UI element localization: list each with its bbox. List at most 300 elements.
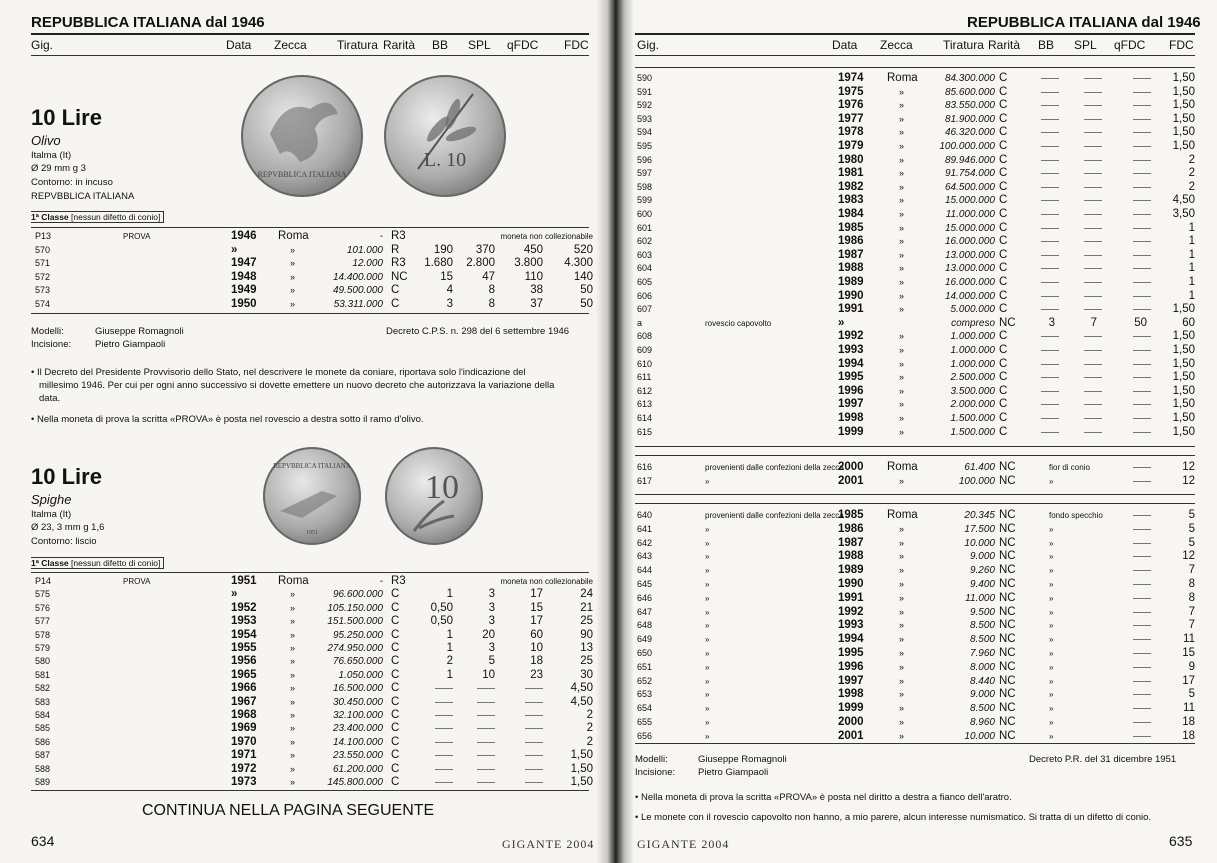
table-header: [31, 38, 589, 54]
cell-qfdc: 10: [530, 642, 543, 654]
title-rule: [635, 33, 1195, 35]
cell-year: 1987: [838, 248, 864, 261]
cell-gig: 609: [637, 345, 653, 355]
cell-tiratura: 13.000.000: [944, 263, 995, 275]
dash-mark: [525, 715, 543, 716]
dash-mark: [1041, 92, 1059, 93]
cell-spl: 20: [482, 628, 495, 641]
cell-tiratura: 13.000.000: [944, 249, 995, 261]
dash-mark: [1133, 132, 1151, 133]
cell-gig: 576: [35, 602, 51, 613]
dash-mark: [1133, 584, 1151, 585]
cell-year: 1997: [838, 398, 864, 411]
cell-rarita: C: [999, 167, 1008, 180]
cell-zecca: »: [899, 551, 905, 562]
cell-tiratura: 30.450.000: [332, 696, 383, 708]
cell-year: 1955: [231, 642, 257, 654]
running-footer: GIGANTE 2004: [502, 837, 595, 851]
cell-zecca: »: [899, 537, 905, 548]
cell-fdc: 5: [1188, 536, 1195, 549]
cell-gig: 573: [35, 285, 51, 296]
cell-fdc: 15: [1182, 647, 1195, 659]
cell-tiratura: 9.000: [969, 689, 995, 701]
cell-qfdc: 17: [530, 615, 543, 628]
dash-mark: [1133, 432, 1151, 433]
cell-qfdc: 38: [530, 284, 543, 297]
table-row: [35, 655, 595, 668]
header-bb: BB: [1038, 38, 1055, 52]
cell-gig: 652: [637, 675, 653, 686]
cell-rarita: C: [391, 722, 400, 735]
cell-fdc: 1,50: [1172, 330, 1195, 343]
cell-rarita: NC: [999, 578, 1016, 590]
table-row: [637, 154, 1197, 167]
cell-year: 1954: [231, 628, 257, 641]
header-fdc: FDC: [1169, 38, 1194, 52]
cell-fdc: 9: [1188, 660, 1195, 673]
cell-rarita: NC: [999, 474, 1016, 487]
table-row: [35, 257, 595, 270]
cell-spl-text: »: [1049, 580, 1054, 589]
coin2-title: 10 Lire: [31, 464, 102, 489]
cell-tiratura: 101.000: [346, 244, 383, 256]
dash-mark: [435, 742, 453, 743]
dash-mark: [1133, 173, 1151, 174]
dash-mark: [1084, 241, 1102, 242]
dash-mark: [1133, 78, 1151, 79]
cell-note: moneta non collezionabile: [500, 232, 593, 241]
cell-note: »: [705, 649, 710, 658]
cell-fdc: 4,50: [570, 682, 593, 695]
table-header: [637, 38, 1197, 54]
cell-fdc: 5: [1188, 522, 1195, 535]
cell-tiratura: 91.754.000: [944, 168, 995, 180]
cell-rarita: NC: [999, 509, 1016, 521]
cell-year: 1991: [838, 591, 864, 604]
cell-note: »: [705, 566, 710, 576]
cell-fdc: 5: [1188, 688, 1195, 701]
cell-fdc: 1,50: [1172, 344, 1195, 356]
dash-mark: [1041, 432, 1059, 433]
cell-gig: 578: [35, 629, 51, 640]
cell-rarita: C: [999, 330, 1008, 343]
cell-year: 1986: [838, 235, 864, 248]
book-gutter: [596, 0, 634, 863]
cell-note: »: [705, 524, 710, 534]
cell-fdc: 12: [1182, 550, 1195, 563]
cell-bb: 190: [433, 243, 453, 256]
dash-mark: [1133, 200, 1151, 201]
cell-tiratura: 46.320.000: [944, 127, 995, 139]
dash-mark: [1133, 255, 1151, 256]
cell-gig: 592: [637, 100, 653, 111]
cell-gig: 582: [35, 683, 51, 694]
cell-year: 1980: [838, 153, 864, 166]
cell-year: 1965: [231, 668, 257, 681]
cell-bb: 1: [446, 668, 453, 681]
cell-fdc: 5: [1188, 509, 1195, 521]
cell-spl: 10: [482, 668, 495, 681]
dash-mark: [1041, 336, 1059, 337]
cell-fdc: 12: [1182, 461, 1195, 473]
cell-fdc: 4,50: [570, 695, 593, 708]
cell-zecca: »: [899, 209, 905, 219]
cell-zecca: »: [899, 703, 905, 714]
cell-fdc: 2: [586, 735, 593, 748]
cell-fdc: 1,50: [570, 762, 593, 775]
cell-gig: 577: [35, 616, 51, 627]
cell-tiratura: 15.000.000: [944, 222, 995, 234]
cell-qfdc: 37: [530, 298, 543, 310]
cell-tiratura: 64.500.000: [944, 181, 995, 193]
cell-zecca: »: [899, 222, 905, 233]
cell-tiratura: 9.260: [969, 565, 995, 577]
cell-rarita: NC: [999, 688, 1016, 701]
cell-gig: 605: [637, 277, 653, 287]
cell-zecca: »: [290, 616, 296, 627]
cell-zecca: »: [290, 777, 296, 787]
coin2-obverse-year: 1951: [306, 530, 318, 536]
cell-gig: P13: [35, 231, 52, 241]
cell-rarita: C: [999, 194, 1008, 207]
dash-mark: [1041, 132, 1059, 133]
cell-zecca: »: [899, 304, 905, 315]
cell-year: 1988: [838, 550, 864, 563]
cell-year: 1990: [838, 289, 864, 302]
cell-zecca: »: [899, 236, 905, 247]
cell-tiratura: 11.000.000: [945, 209, 995, 220]
table-row: [35, 696, 595, 709]
cell-rarita: NC: [999, 647, 1016, 659]
dash-mark: [1084, 105, 1102, 106]
dash-mark: [1084, 119, 1102, 120]
cell-year: »: [231, 243, 238, 256]
dash-mark: [1041, 350, 1059, 351]
cell-gig: 653: [637, 689, 653, 700]
cell-year: 1999: [838, 702, 864, 715]
cell-year: 1995: [838, 371, 864, 384]
cell-spl: 7: [1090, 316, 1097, 329]
cell-qfdc: 23: [530, 668, 543, 681]
coin1-name: Olivo: [31, 133, 61, 148]
header-rarita: Rarità: [383, 38, 416, 52]
cell-spl-text: »: [1049, 704, 1054, 714]
cell-zecca: »: [290, 602, 296, 613]
cell-rarita: C: [391, 298, 400, 310]
table-row: [637, 140, 1197, 153]
table-row: [637, 537, 1197, 550]
cell-rarita: C: [999, 289, 1008, 302]
cell-gig: 595: [637, 141, 653, 151]
cell-tiratura: 100.000.000: [939, 141, 995, 152]
dash-mark: [1084, 282, 1102, 283]
cell-gig: 647: [637, 606, 653, 617]
dash-mark: [1133, 639, 1151, 640]
dash-mark: [1133, 404, 1151, 405]
cell-rarita: NC: [999, 550, 1016, 563]
coin2-obverse-image: [262, 446, 362, 546]
cell-tiratura: 100.000: [958, 475, 995, 487]
cell-fdc: 2: [586, 709, 593, 721]
dash-mark: [435, 688, 453, 689]
dash-mark: [1133, 364, 1151, 365]
table-row: [637, 72, 1197, 85]
cell-year: 1992: [838, 330, 864, 343]
cell-rarita: C: [391, 615, 400, 628]
cell-year: 1996: [838, 660, 864, 673]
header-qfdc: qFDC: [1114, 38, 1146, 52]
cell-tiratura: 2.000.000: [950, 399, 995, 411]
dash-mark: [1133, 481, 1151, 482]
table-row: [35, 244, 595, 257]
cell-rarita: NC: [999, 564, 1016, 577]
cell-zecca: »: [899, 358, 905, 369]
cell-fdc: 1: [1188, 289, 1195, 302]
cell-year: 1995: [838, 647, 864, 659]
dash-mark: [1041, 404, 1059, 405]
cell-zecca: »: [899, 592, 905, 603]
dash-mark: [1133, 722, 1151, 723]
dash-mark: [1133, 241, 1151, 242]
cell-year: 1983: [838, 194, 864, 207]
table-row: [637, 358, 1197, 371]
cell-note: »: [705, 662, 710, 672]
cell-tiratura: 85.600.000: [944, 86, 995, 98]
dash-mark: [477, 728, 495, 729]
dash-mark: [1133, 681, 1151, 682]
dash-mark: [1084, 404, 1102, 405]
dash-mark: [1084, 296, 1102, 297]
cell-gig: 575: [35, 589, 51, 600]
cell-gig: 608: [637, 331, 653, 342]
cell-tiratura: 2.500.000: [950, 372, 995, 384]
dash-mark: [1133, 160, 1151, 161]
dash-mark: [1084, 187, 1102, 188]
cell-tiratura: 9.000: [969, 551, 995, 563]
coin2-metal: Italma (It): [31, 509, 72, 520]
cell-fdc: 25: [580, 655, 593, 668]
cell-fdc: 1: [1188, 262, 1195, 275]
cell-zecca: »: [290, 710, 296, 720]
dash-mark: [435, 755, 453, 756]
coin1-edge-text: REPVBBLICA ITALIANA: [31, 191, 135, 202]
dash-mark: [1133, 543, 1151, 544]
cell-zecca: »: [899, 399, 905, 410]
cell-tiratura: 8.500: [969, 620, 995, 632]
cell-gig: 587: [35, 750, 51, 761]
cell-zecca: »: [899, 141, 905, 151]
header-fdc: FDC: [564, 38, 589, 52]
cell-tiratura: 9.400: [969, 579, 995, 590]
cell-fdc: 50: [580, 298, 593, 310]
coin1-modelli: Giuseppe Romagnoli: [95, 326, 184, 337]
cell-fdc: 1,50: [1172, 99, 1195, 112]
dash-mark: [1133, 309, 1151, 310]
cell-spl-text: »: [1049, 731, 1054, 741]
cell-year: 1990: [838, 578, 864, 590]
dash-mark: [435, 715, 453, 716]
cell-rarita: C: [999, 72, 1008, 84]
table-row: [637, 167, 1197, 180]
cell-gig: 648: [637, 620, 653, 631]
cell-fdc: 140: [573, 270, 593, 283]
cell-note: PROVA: [123, 577, 151, 586]
cell-note: »: [705, 635, 710, 645]
cell-gig: 584: [35, 710, 51, 720]
dash-mark: [1084, 336, 1102, 337]
cell-bb: 1: [446, 628, 453, 641]
cell-tiratura: 83.550.000: [944, 100, 995, 112]
cell-gig: 650: [637, 648, 653, 658]
cell-zecca: »: [290, 271, 296, 282]
cell-year: »: [231, 588, 238, 601]
dash-mark: [1084, 228, 1102, 229]
header-zecca: Zecca: [274, 38, 307, 52]
header-spl: SPL: [1074, 38, 1097, 52]
cell-fdc: 1,50: [1172, 126, 1195, 139]
cell-zecca: »: [899, 86, 905, 97]
cell-year: 1946: [231, 230, 257, 242]
cell-gig: 655: [637, 717, 653, 727]
cell-fdc: 1,50: [1172, 398, 1195, 411]
table-row: [35, 588, 595, 601]
dash-mark: [435, 728, 453, 729]
cell-qfdc: 450: [523, 243, 543, 256]
dash-mark: [525, 769, 543, 770]
cell-fdc: 1: [1188, 248, 1195, 261]
incisione: Pietro Giampaoli: [698, 767, 769, 778]
cell-gig: 606: [637, 290, 653, 301]
note2: • Le monete con il rovescio capovolto non hanno, a mio parere, alcun interesse numismatico. Si tratta di un difetto di conio.: [635, 812, 1152, 823]
cell-rarita: C: [391, 628, 400, 641]
cell-year: 1969: [231, 722, 257, 735]
block3-end-rule: [635, 743, 1195, 744]
cell-zecca: »: [899, 100, 905, 111]
cell-zecca: »: [290, 750, 296, 761]
cell-gig: 604: [637, 263, 653, 274]
cell-zecca: »: [899, 372, 905, 383]
table-row: [637, 475, 1197, 488]
cell-fdc: 7: [1188, 605, 1195, 618]
coin1-reverse-legend: L. 10: [423, 149, 467, 171]
cell-rarita: NC: [999, 522, 1016, 535]
cell-zecca: »: [899, 331, 905, 342]
cell-zecca: »: [899, 579, 905, 589]
cell-gig: 580: [35, 656, 51, 667]
table-row: [637, 276, 1197, 289]
dash-mark: [1041, 173, 1059, 174]
dash-mark: [1133, 556, 1151, 557]
cell-zecca: »: [899, 154, 905, 165]
cell-spl-text: »: [1049, 718, 1054, 727]
cell-fdc: 1,50: [570, 776, 593, 788]
cell-year: 1994: [838, 357, 864, 370]
continua-label: CONTINUA NELLA PAGINA SEGUENTE: [142, 802, 435, 819]
cell-gig: 574: [35, 299, 51, 309]
coin2-obverse-legend: REPVBBLICA ITALIANA: [273, 462, 351, 470]
dash-mark: [1084, 92, 1102, 93]
cell-fdc: 30: [580, 668, 593, 681]
header-tiratura: Tiratura: [943, 38, 984, 52]
cell-tiratura: compreso: [951, 317, 995, 329]
cell-tiratura: 96.600.000: [332, 589, 383, 601]
cell-tiratura: 9.500: [969, 606, 995, 618]
note1: • Nella moneta di prova la scritta «PROVA» è posta nel diritto a destra a fianco dell'aratro.: [635, 792, 1012, 803]
cell-spl-text: fondo specchio: [1049, 511, 1103, 520]
header-gig: Gig.: [637, 38, 660, 52]
cell-rarita: C: [999, 208, 1008, 220]
cell-fdc: 60: [1182, 316, 1195, 329]
cell-rarita: C: [999, 425, 1008, 438]
table-row: [637, 716, 1197, 729]
cell-tiratura: 5.000.000: [950, 304, 995, 316]
cell-zecca: »: [899, 689, 905, 700]
cell-rarita: NC: [999, 619, 1016, 632]
cell-note: rovescio capovolto: [705, 318, 772, 328]
table-row: [35, 682, 595, 695]
cell-fdc: 1,50: [1172, 357, 1195, 370]
cell-rarita: R: [391, 243, 400, 256]
dash-mark: [477, 715, 495, 716]
cell-note: »: [705, 607, 710, 617]
dash-mark: [1133, 708, 1151, 709]
cell-gig: 572: [35, 271, 51, 282]
cell-tiratura: -: [379, 576, 383, 587]
dash-mark: [1084, 268, 1102, 269]
cell-year: 1947: [231, 257, 257, 270]
dash-mark: [477, 769, 495, 770]
dash-mark: [1041, 282, 1059, 283]
cell-rarita: C: [391, 682, 400, 695]
cell-fdc: 1,50: [1172, 412, 1195, 424]
cell-spl-text: »: [1049, 676, 1054, 686]
cell-year: 1989: [838, 564, 864, 577]
table-row: [637, 426, 1197, 439]
cell-year: 1948: [231, 270, 257, 283]
cell-spl: 3: [488, 601, 495, 614]
cell-year: 1984: [838, 208, 864, 220]
coin1-note2: • Nella moneta di prova la scritta «PROVA» è posta nel rovescio a destra sotto il ramo d'olivo.: [31, 414, 424, 425]
cell-spl-text: »: [1049, 538, 1054, 548]
cell-note: »: [705, 476, 710, 486]
table-row: [637, 730, 1197, 743]
cell-spl-text: »: [1049, 690, 1054, 700]
block2-top-rule: [635, 455, 1195, 456]
dash-mark: [1133, 350, 1151, 351]
cell-tiratura: 1.000.000: [950, 358, 995, 370]
dash-mark: [1084, 350, 1102, 351]
cell-rarita: C: [999, 276, 1008, 288]
section-title: REPUBBLICA ITALIANA dal 1946: [31, 14, 265, 31]
cell-zecca: »: [290, 285, 296, 296]
dash-mark: [1041, 105, 1059, 106]
cell-year: 1993: [838, 344, 864, 356]
cell-spl-text: »: [1049, 635, 1054, 645]
cell-tiratura: 10.000: [964, 537, 995, 549]
cell-year: 1987: [838, 536, 864, 549]
cell-gig: 607: [637, 304, 653, 315]
cell-zecca: »: [290, 643, 296, 653]
dash-mark: [525, 782, 543, 783]
cell-year: 1999: [838, 425, 864, 438]
cell-fdc: 1,50: [1172, 371, 1195, 384]
cell-bb: 15: [440, 270, 453, 283]
coin1-table-rule: [31, 227, 589, 228]
dash-mark: [525, 688, 543, 689]
cell-gig: 591: [637, 86, 653, 97]
cell-tiratura: 20.345: [964, 510, 995, 521]
cell-year: 2000: [838, 716, 864, 728]
